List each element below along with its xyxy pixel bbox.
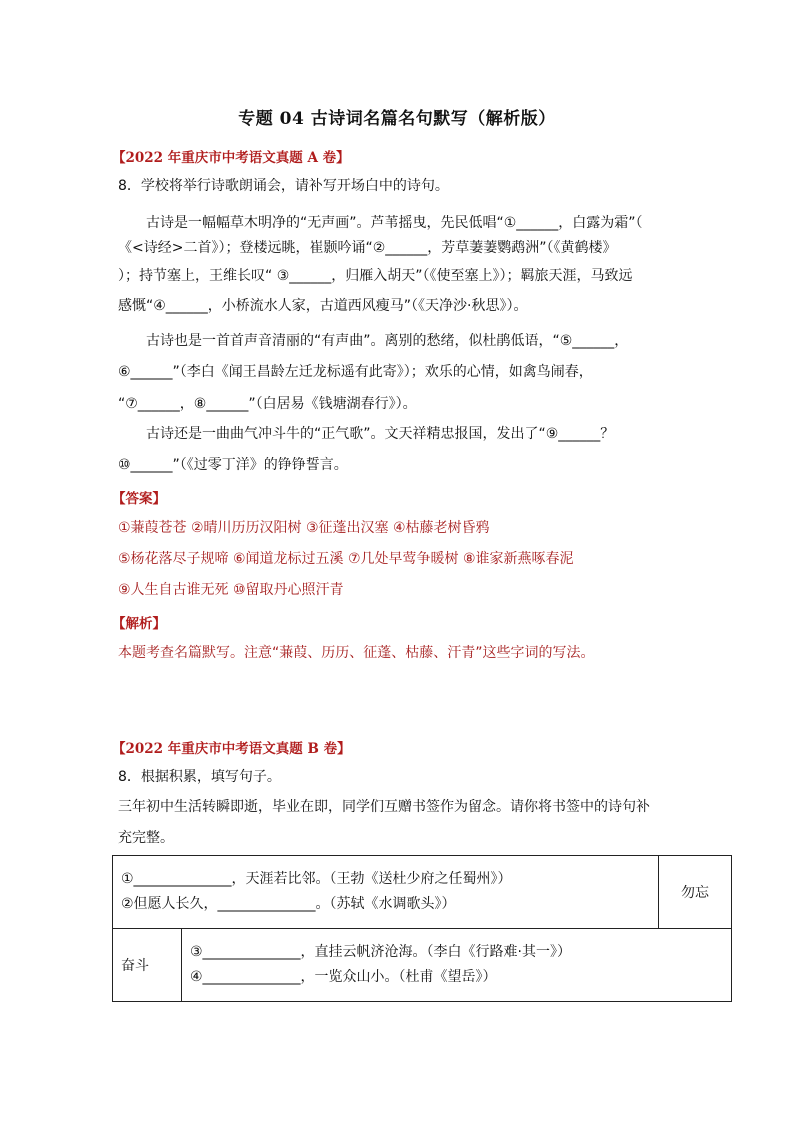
analysis-text: 本题考查名篇默写。注意“蒹葭、历历、征蓬、枯藤、汗青”这些字词的写法。: [118, 645, 595, 661]
paragraph-line: 古诗是一幅幅草木明净的“无声画”。芦苇摇曳，先民低唱“①______，白露为霜”（: [146, 215, 643, 231]
paragraph-line: “⑦______，⑧______”（白居易《钱塘湖春行》）。: [118, 396, 417, 412]
table-row: [113, 856, 732, 929]
paragraph-line: 《<诗经>二首》）；登楼远眺，崔颢吟诵“②______，芳草萋萋鹦鹉洲”（《黄鹤楼》: [118, 240, 617, 256]
section-b-intro: 充完整。: [118, 830, 174, 846]
analysis-label: 【解析】: [112, 616, 166, 632]
section-b-question: 8．根据积累，填写句子。: [118, 769, 281, 785]
paragraph-line: 古诗还是一曲曲气冲斗牛的“正气歌”。文天祥精忠报国，发出了“⑨______？: [146, 426, 615, 442]
page-title: 专题 04 古诗词名篇名句默写（解析版）: [238, 109, 556, 129]
section-a-tag: 【2022 年重庆市中考语文真题 A 卷】: [112, 150, 350, 166]
section-b-intro: 三年初中生活转瞬即逝，毕业在即，同学们互赠书签作为留念。请你将书签中的诗句补: [118, 799, 650, 815]
bookmark-cell: [182, 929, 732, 1002]
table-row: [113, 929, 732, 1002]
bookmark-cell: [113, 856, 659, 929]
section-a-question: 8．学校将举行诗歌朗诵会，请补写开场白中的诗句。: [118, 178, 449, 194]
bookmark-line: ②但愿人长久，______________。（苏轼《水调歌头》）: [121, 896, 456, 912]
bookmark-table: [112, 855, 732, 1002]
answer-line: ①蒹葭苍苍 ②晴川历历汉阳树 ③征蓬出汉塞 ④枯藤老树昏鸦: [118, 520, 490, 536]
section-b-tag: 【2022 年重庆市中考语文真题 B 卷】: [112, 741, 351, 757]
paragraph-line: ⑥______”（李白《闻王昌龄左迁龙标遥有此寄》）；欢乐的心情，如禽鸟闹春，: [118, 364, 593, 380]
bookmark-line: ④______________，一览众山小。（杜甫《望岳》）: [190, 969, 497, 985]
paragraph-line: 古诗也是一首首声音清丽的“有声曲”。离别的愁绪，似杜鹃低语，“⑤______，: [146, 333, 629, 349]
paragraph-line: ⑩______”（《过零丁洋》的铮铮誓言。: [118, 457, 348, 473]
answer-line: ⑤杨花落尽子规啼 ⑥闻道龙标过五溪 ⑦几处早莺争暖树 ⑧谁家新燕啄春泥: [118, 551, 574, 567]
bookmark-side-label: 勿忘: [659, 856, 732, 929]
bookmark-side-label: 奋斗: [113, 929, 182, 1002]
paragraph-line: 感慨“④______，小桥流水人家，古道西风瘦马”（《天净沙·秋思》）。: [118, 298, 528, 314]
bookmark-line: ③______________，直挂云帆济沧海。（李白《行路难·其一》）: [190, 944, 571, 960]
answer-line: ⑨人生自古谁无死 ⑩留取丹心照汗青: [118, 582, 344, 598]
bookmark-line: ①______________，天涯若比邻。（王勃《送杜少府之任蜀州》）: [121, 871, 512, 887]
paragraph-line: ）；持节塞上，王维长叹“ ③______，归雁入胡天”（《使至塞上》）；羁旅天涯，马致远: [118, 268, 633, 284]
answer-label: 【答案】: [112, 491, 166, 507]
